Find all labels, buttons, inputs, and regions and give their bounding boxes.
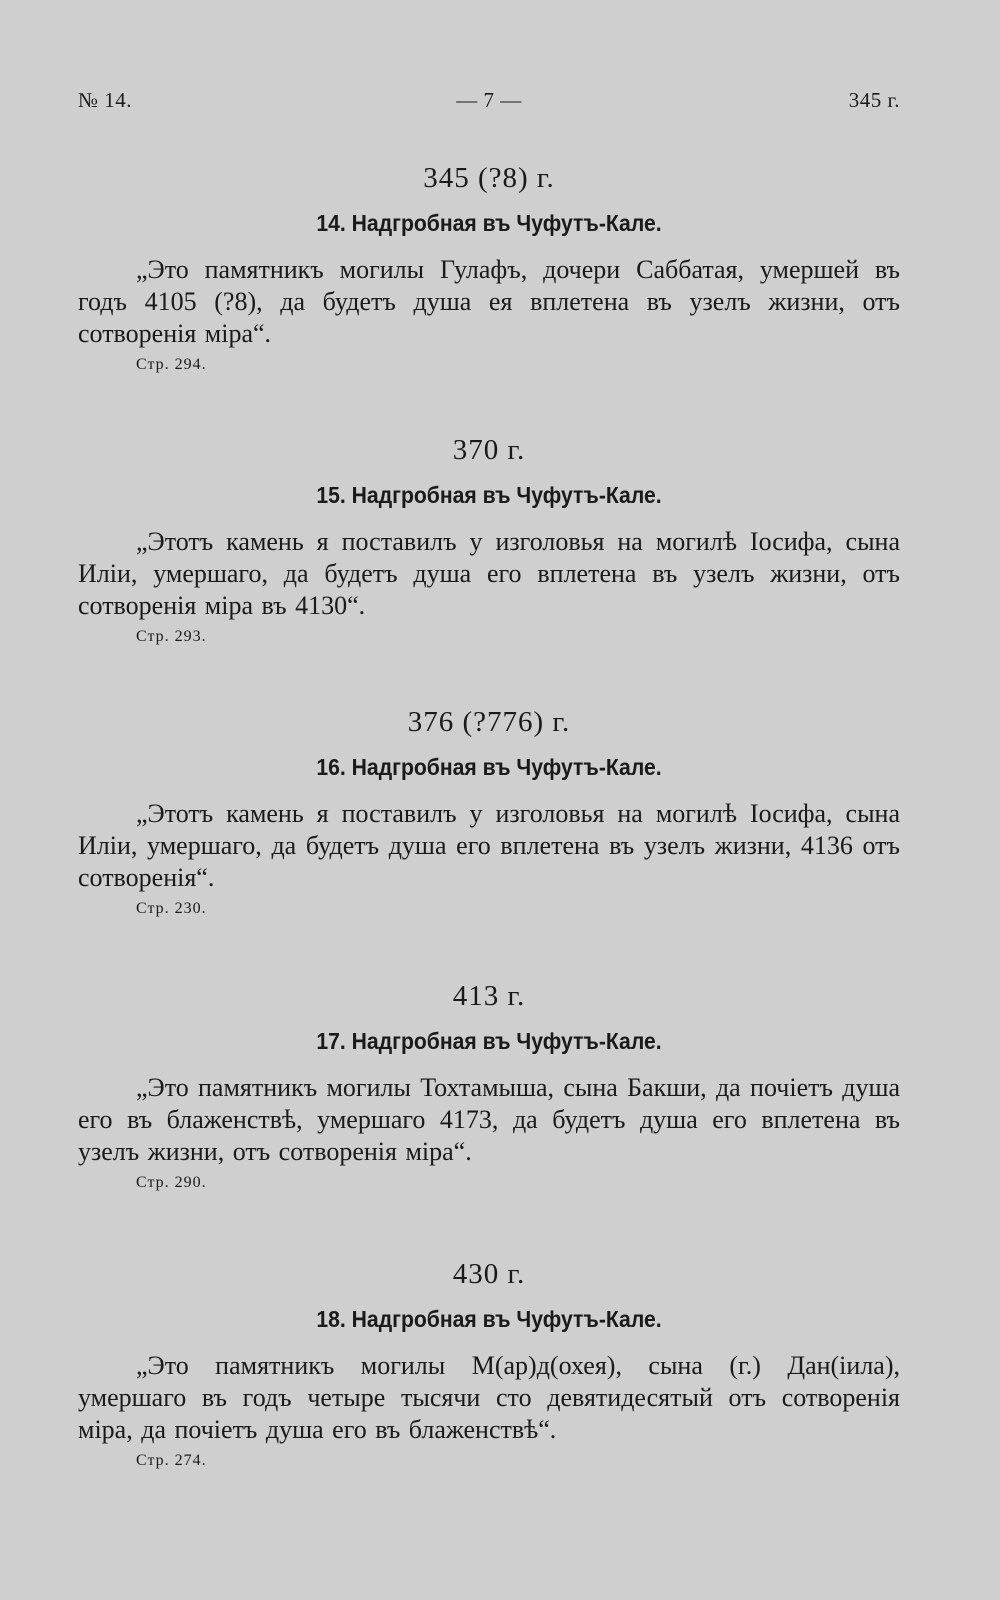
entry-text: „Это памятникъ могилы М(ар)д(охея), сына (г.) Дан(іила), умершаго въ годъ четыре тысячи сто девятидесятый отъ сотворенія міра, да почіетъ душа его въ блаженствѣ“.: [78, 1351, 900, 1444]
entry-text: „Это памятникъ могилы Тохтамыша, сына Бакши, да почіетъ душа его въ блаженствѣ, умершаго 4173, да будетъ душа его вплетена въ узелъ жизни, отъ сотворенія міра“.: [78, 1073, 900, 1166]
entry-year: 430 г.: [452, 1258, 526, 1290]
inscription-entry-14: [78, 160, 900, 374]
entry-page-reference: Стр. 290.: [136, 1174, 207, 1191]
entry-heading: 16. Надгробная въ Чуфутъ-Кале.: [316, 754, 662, 780]
entry-page-reference: Стр. 293.: [136, 628, 207, 645]
entry-heading: 17. Надгробная въ Чуфутъ-Кале.: [316, 1028, 662, 1054]
issue-number: № 14.: [78, 88, 133, 112]
inscription-entry-18: [78, 1256, 900, 1470]
entry-page-reference: Стр. 274.: [136, 1452, 207, 1469]
entry-heading: 14. Надгробная въ Чуфутъ-Кале.: [316, 210, 662, 236]
entry-heading: 15. Надгробная въ Чуфутъ-Кале.: [316, 482, 662, 508]
entry-text: „Этотъ камень я поставилъ у изголовья на могилѣ Іосифа, сына Иліи, умершаго, да будетъ душа его вплетена въ узелъ жизни, отъ сотворенія міра въ 4130“.: [78, 527, 900, 620]
inscription-entry-15: [78, 432, 900, 646]
inscription-entry-17: [78, 978, 900, 1192]
entry-page-reference: Стр. 294.: [136, 356, 207, 373]
entry-year: 345 (?8) г.: [423, 162, 555, 194]
entry-page-reference: Стр. 230.: [136, 900, 207, 917]
entry-year: 370 г.: [452, 434, 526, 466]
entry-text: „Это памятникъ могилы Гулафъ, дочери Саббатая, умершей въ годъ 4105 (?8), да будетъ душа ея вплетена въ узелъ жизни, отъ сотворенія міра“.: [78, 255, 900, 348]
running-year: 345 г.: [848, 88, 900, 112]
entry-year: 413 г.: [452, 980, 526, 1012]
inscription-entry-16: [78, 704, 900, 918]
entry-year: 376 (?776) г.: [407, 706, 571, 738]
running-header: [78, 88, 900, 118]
entry-heading: 18. Надгробная въ Чуфутъ-Кале.: [316, 1306, 662, 1332]
entry-text: „Этотъ камень я поставилъ у изголовья на могилѣ Іосифа, сына Иліи, умершаго, да будетъ душа его вплетена въ узелъ жизни, 4136 отъ сотворенія“.: [78, 799, 900, 892]
page-number: — 7 —: [456, 88, 522, 112]
